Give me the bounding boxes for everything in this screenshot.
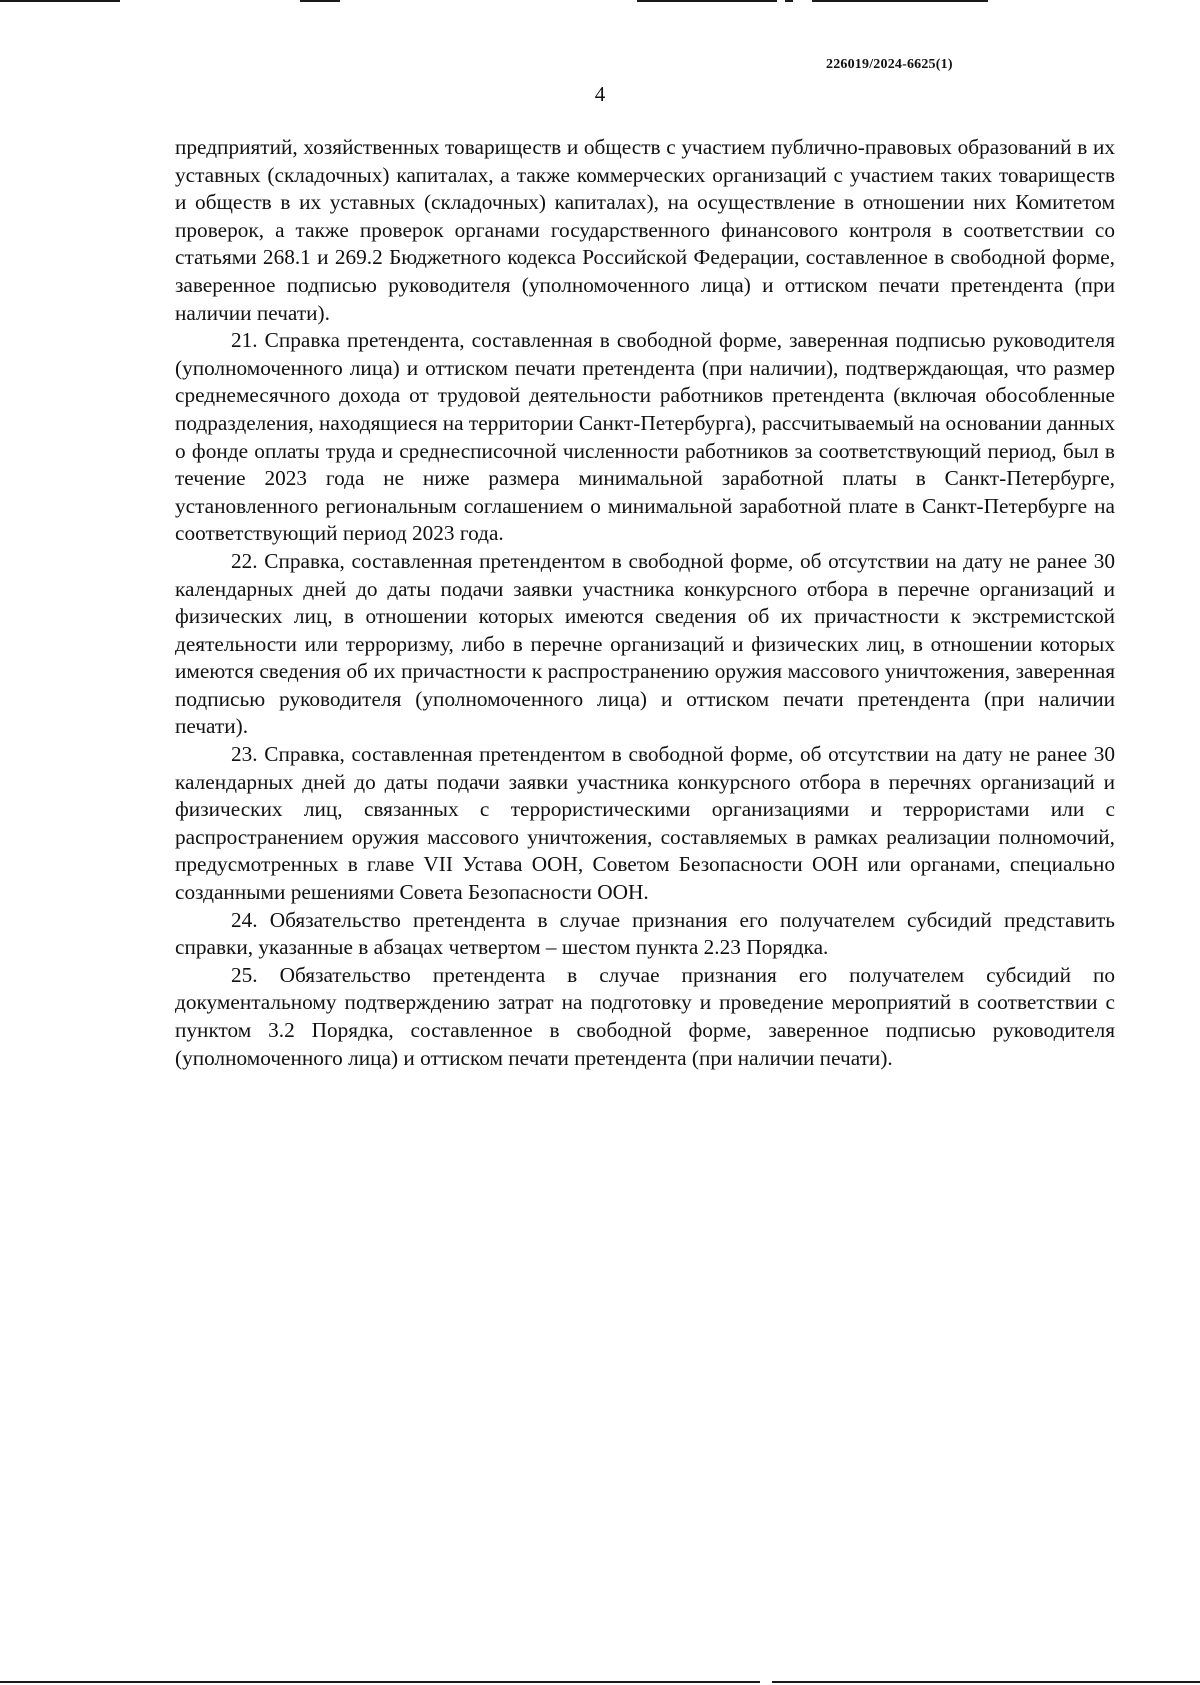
scan-edge-line: [637, 0, 777, 2]
document-number: 226019/2024-6625(1): [826, 57, 953, 72]
paragraph-item-22: 22. Справка, составленная претендентом в свободной форме, об отсутствии на дату не ранее 30 календарных дней до даты подачи заявки участника конкурсного отбора в перечне организаций и физических лиц, в отношении которых имеются сведения об их причастности к экстремистской деятельности или терроризму, либо в перечне организаций и физических лиц, в отношении которых имеются сведения об их причастности к распространению оружия массового уничтожения, заверенная подписью руководителя (уполномоченного лица) и оттиском печати претендента (при наличии печати).: [175, 548, 1115, 739]
scan-edge-line: [300, 0, 340, 2]
scan-edge-line: [785, 0, 793, 2]
scan-edge-line: [0, 0, 120, 2]
document-body: [175, 134, 1115, 1072]
paragraph-continuation: предприятий, хозяйственных товариществ и обществ с участием публично-правовых образований в их уставных (складочных) капиталах, а также коммерческих организаций с участием таких товариществ и обществ в их уставных (складочных) капиталах), на осуществление в отношении них Комитетом проверок, а также проверок органами государственного финансового контроля в соответствии со статьями 268.1 и 269.2 Бюджетного кодекса Российской Федерации, составленное в свободной форме, заверенное подписью руководителя (уполномоченного лица) и оттиском печати претендента (при наличии печати).: [175, 135, 1115, 325]
page-number: 4: [594, 82, 606, 106]
paragraph-item-21: 21. Справка претендента, составленная в свободной форме, заверенная подписью руководителя (уполномоченного лица) и оттиском печати претендента (при наличии), подтверждающая, что размер среднемесячного дохода от трудовой деятельности работников претендента (включая обособленные подразделения, находящиеся на территории Санкт-Петербурга), рассчитываемый на основании данных о фонде оплаты труда и среднесписочной численности работников за соответствующий период, был в течение 2023 года не ниже размера минимальной заработной платы в Санкт-Петербурге, установленного региональным соглашением о минимальной заработной плате в Санкт-Петербурге на соответствующий период 2023 года.: [175, 328, 1115, 546]
scan-edge-line: [772, 1681, 1200, 1683]
paragraph-item-23: 23. Справка, составленная претендентом в свободной форме, об отсутствии на дату не ранее 30 календарных дней до даты подачи заявки участника конкурсного отбора в перечнях организаций и физических лиц, связанных с террористическими организациями и террористами или с распространением оружия массового уничтожения, составляемых в рамках реализации полномочий, предусмотренных в главе VII Устава ООН, Советом Безопасности ООН или органами, специально созданными решениями Совета Безопасности ООН.: [175, 742, 1115, 905]
scan-edge-line: [812, 0, 988, 2]
paragraph-item-25: 25. Обязательство претендента в случае признания его получателем субсидий по документальному подтверждению затрат на подготовку и проведение мероприятий в соответствии с пунктом 3.2 Порядка, составленное в свободной форме, заверенное подписью руководителя (уполномоченного лица) и оттиском печати претендента (при наличии печати).: [175, 962, 1115, 1070]
scan-edge-line: [0, 1681, 760, 1683]
paragraph-item-24: 24. Обязательство претендента в случае признания его получателем субсидий представить справки, указанные в абзацах четвертом – шестом пункта 2.23 Порядка.: [175, 907, 1115, 960]
